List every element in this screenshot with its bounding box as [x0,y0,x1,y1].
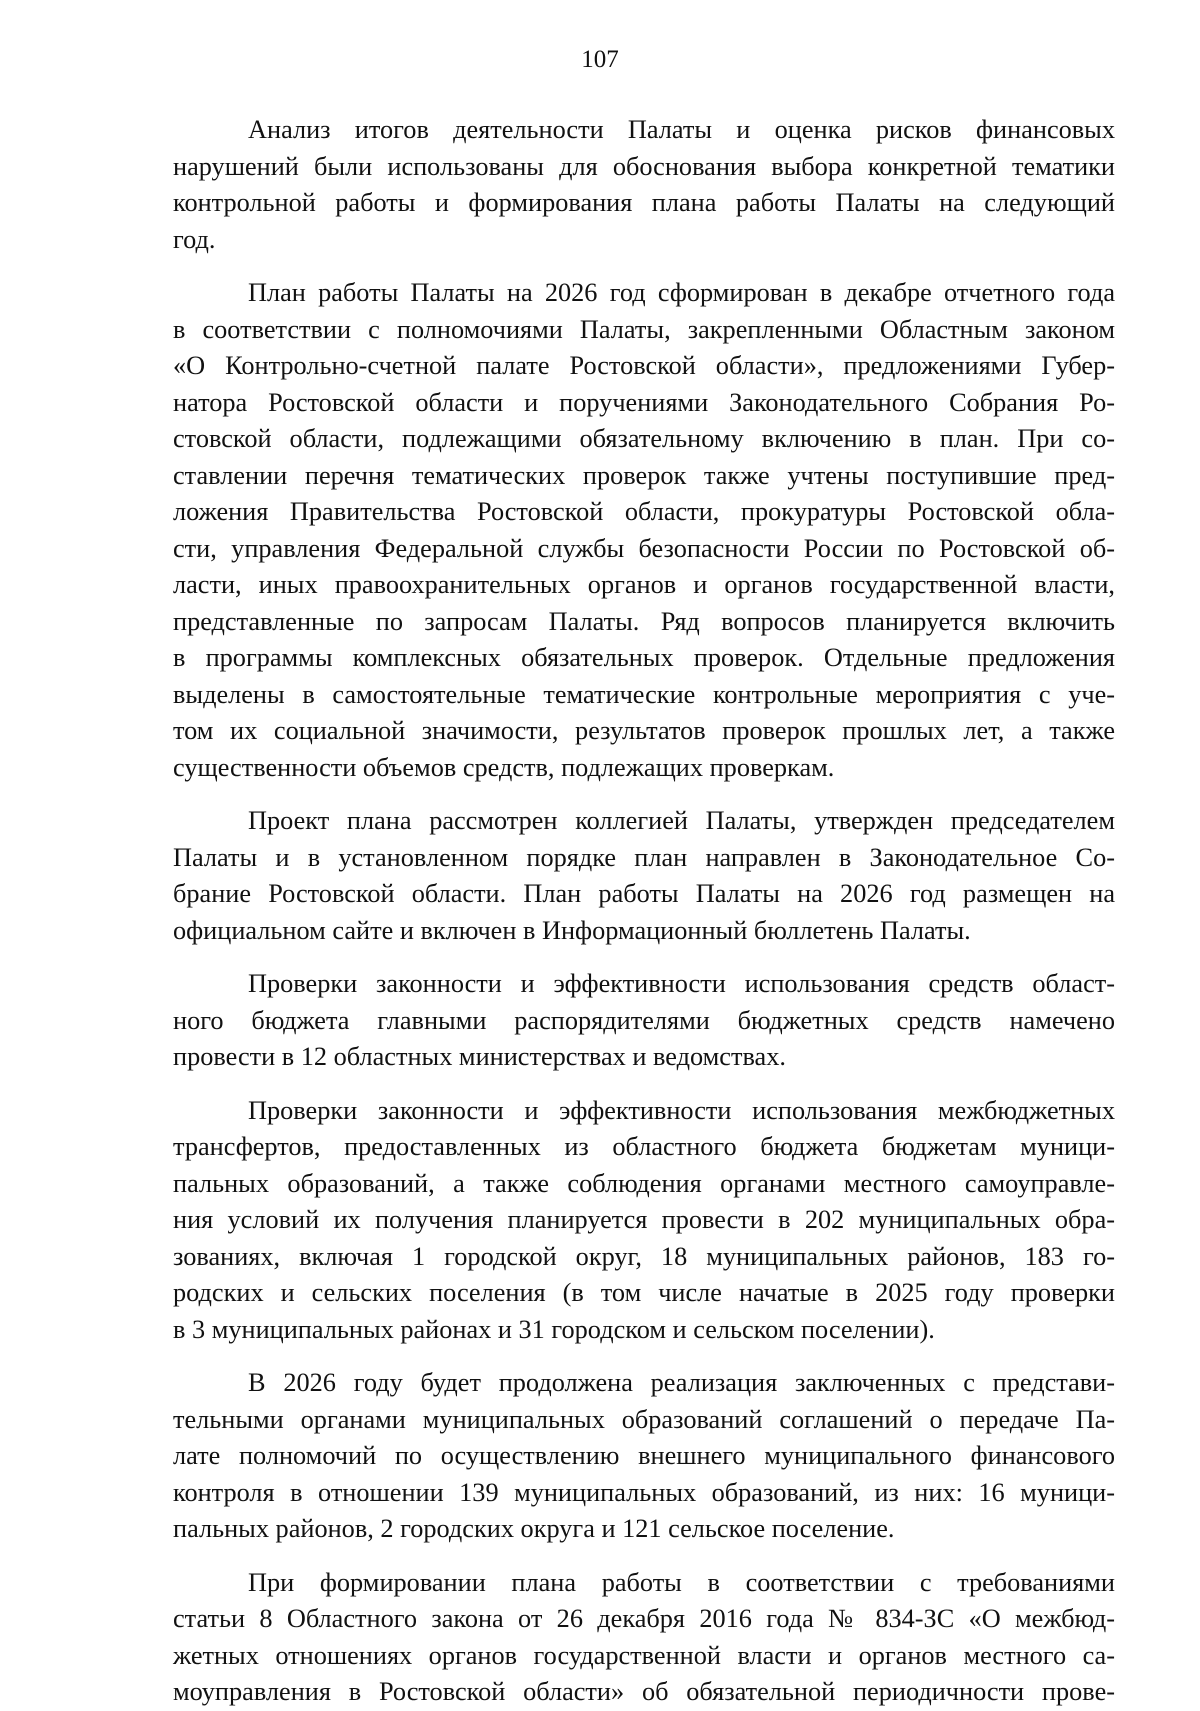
text-line: родских и сельских поселения (в том числе начатые в 2025 году проверки [173,1278,1115,1307]
text-line: представленные по запросам Палаты. Ряд вопросов планируется включить [173,606,1115,636]
text-line: сти, управления Федеральной службы безопасности России по Ростовской об- [173,533,1115,563]
text-line: Проверки законности и эффективности использования межбюджетных [248,1095,1115,1125]
paragraph-gap [173,1548,1115,1565]
text-line: официальном сайте и включен в Информационный бюллетень Палаты. [173,915,971,945]
text-line: контрольной работы и формирования плана работы Палаты на следующий [173,188,1115,217]
paragraph-gap [173,258,1115,275]
text-line: в программы комплексных обязательных проверок. Отдельные предложения [173,643,1115,672]
document-body [173,112,1115,1711]
text-line: Проверки законности и эффективности использования средств област- [248,969,1115,998]
paragraph-gap [173,1076,1115,1093]
text-line: В 2026 году будет продолжена реализация заключенных с представи- [248,1368,1115,1397]
text-line: ложения Правительства Ростовской области, прокуратуры Ростовской обла- [173,497,1115,526]
text-line: зованиях, включая 1 городской округ, 18 муниципальных районов, 183 го- [173,1241,1115,1271]
text-line: том их социальной значимости, результатов проверок прошлых лет, а также [173,716,1115,745]
text-line: контроля в отношении 139 муниципальных образований, из них: 16 муници- [173,1477,1115,1507]
text-line: трансфертов, предоставленных из областного бюджета бюджетам муници- [173,1132,1115,1161]
text-line: год. [173,224,216,254]
text-line: провести в 12 областных министерствах и ведомствах. [173,1042,786,1071]
text-line: При формировании плана работы в соответствии с требованиями [248,1567,1115,1597]
text-line: ния условий их получения планируется провести в 202 муниципальных обра- [173,1205,1115,1234]
paragraph-5 [173,1093,1115,1349]
text-line: Анализ итогов деятельности Палаты и оценка рисков финансовых [248,115,1115,144]
text-line: пальных районов, 2 городских округа и 121 сельское поселение. [173,1514,895,1543]
paragraph-gap [173,949,1115,966]
paragraph-gap [173,786,1115,803]
text-line: в соответствии с полномочиями Палаты, закрепленными Областным законом [173,314,1115,344]
text-line: существенности объемов средств, подлежащих проверкам. [173,752,835,782]
paragraph-3 [173,803,1115,949]
paragraph-4 [173,966,1115,1076]
text-line: Проект плана рассмотрен коллегией Палаты, утвержден председателем [248,806,1115,835]
text-line: статьи 8 Областного закона от 26 декабря 2016 года № 834-ЗС «О межбюд- [173,1604,1115,1633]
text-line: ставлении перечня тематических проверок также учтены поступившие пред- [173,460,1115,490]
text-line: в 3 муниципальных районах и 31 городском и сельском поселении). [173,1314,935,1344]
text-line: «О Контрольно-счетной палате Ростовской области», предложениями Губер- [173,351,1115,380]
text-line: ласти, иных правоохранительных органов и органов государственной власти, [173,570,1115,599]
text-line: натора Ростовской области и поручениями Законодательного Собрания Ро- [173,387,1115,417]
text-line: План работы Палаты на 2026 год сформирован в декабре отчетного года [248,278,1115,307]
paragraph-1 [173,112,1115,258]
text-line: моуправления в Ростовской области» об обязательной периодичности прове- [173,1677,1115,1706]
text-line: лате полномочий по осуществлению внешнего муниципального финансового [173,1441,1115,1470]
paragraph-6 [173,1365,1115,1548]
text-line: тельными органами муниципальных образований соглашений о передаче Па- [173,1404,1115,1434]
page-number: 107 [581,46,619,73]
text-line: стовской области, подлежащими обязательному включению в план. При со- [173,424,1115,453]
text-line: Палаты и в установленном порядке план направлен в Законодательное Со- [173,842,1115,872]
text-line: жетных отношениях органов государственной власти и органов местного са- [173,1640,1115,1670]
paragraph-7 [173,1565,1115,1711]
text-line: брание Ростовской области. План работы Палаты на 2026 год размещен на [173,879,1115,908]
paragraph-gap [173,1348,1115,1365]
paragraph-2 [173,275,1115,786]
text-line: ного бюджета главными распорядителями бюджетных средств намечено [173,1005,1115,1035]
text-line: нарушений были использованы для обоснования выбора конкретной тематики [173,151,1115,181]
text-line: пальных образований, а также соблюдения органами местного самоуправле- [173,1168,1115,1198]
text-line: выделены в самостоятельные тематические контрольные мероприятия с уче- [173,679,1115,709]
